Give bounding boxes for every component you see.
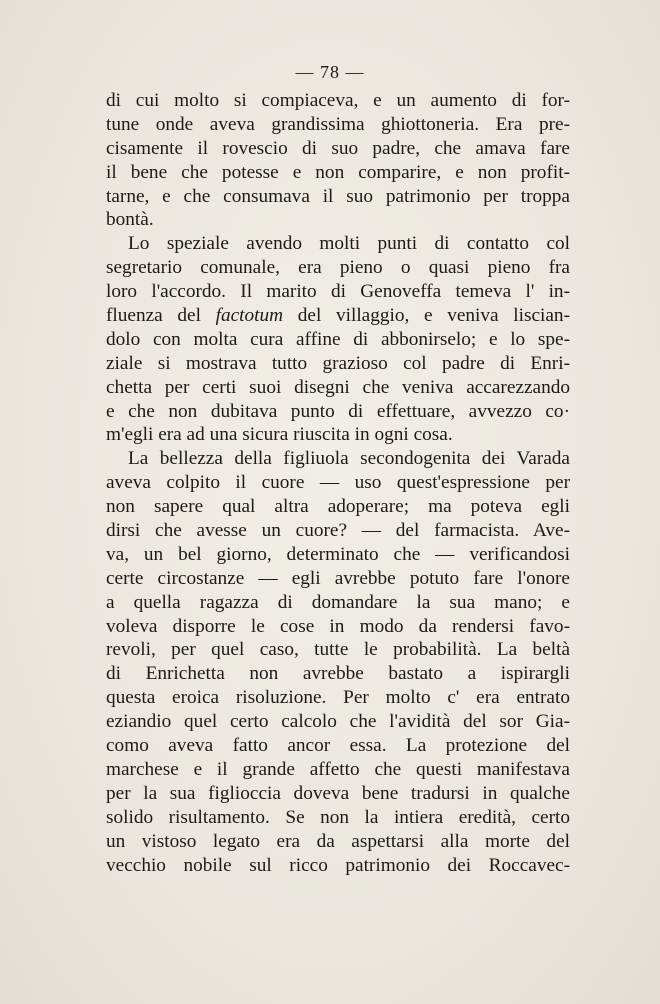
text-line: loro l'accordo. Il marito di Genoveffa temeva l' in- [106, 281, 570, 303]
text-line: tune onde aveva grandissima ghiottoneria. Era pre- [106, 113, 570, 135]
text-segment: del villaggio, e veniva liscian- [283, 305, 570, 327]
text-line [106, 304, 570, 328]
text-line: ziale si mostrava tutto grazioso col padre di Enri- [106, 352, 570, 374]
text-line: un vistoso legato era da aspettarsi alla morte del [106, 830, 570, 852]
text-line: solido risultamento. Se non la intiera eredità, certo [106, 806, 570, 828]
text-line: a quella ragazza di domandare la sua mano; e [106, 591, 570, 613]
text-line: dirsi che avesse un cuore? — del farmacista. Ave- [106, 520, 570, 542]
text-line: chetta per certi suoi disegni che veniva accarezzando [106, 376, 570, 398]
text-line: vecchio nobile sul ricco patrimonio dei Roccavec- [106, 854, 570, 876]
text-line: eziandio quel certo calcolo che l'avidità del sor Gia- [106, 711, 570, 733]
text-line: dolo con molta cura affine di abbonirselo; e lo spe- [106, 328, 570, 350]
text-line: va, un bel giorno, determinato che — verificandosi [106, 543, 570, 565]
text-line: revoli, per quel caso, tutte le probabilità. La beltà [106, 639, 570, 661]
text-line: per la sua figlioccia doveva bene tradursi in qualche [106, 782, 570, 804]
text-line: certe circostanze — egli avrebbe potuto fare l'onore [106, 567, 570, 589]
text-line: il bene che potesse e non comparire, e non profit- [106, 161, 570, 183]
text-line: bontà. [106, 209, 154, 231]
text-line: di Enrichetta non avrebbe bastato a ispirargli [106, 663, 570, 685]
text-line: Lo speziale avendo molti punti di contatto col [128, 233, 570, 255]
text-line: e che non dubitava punto di effettuare, avvezzo co· [106, 400, 570, 422]
page-number: — 78 — [295, 62, 365, 82]
text-line: m'egli era ad una sicura riuscita in ogni cosa. [106, 424, 453, 446]
text-line: aveva colpito il cuore — uso quest'espressione per [106, 472, 570, 494]
body-text [106, 89, 570, 877]
text-line: non sapere qual altra adoperare; ma poteva egli [106, 496, 570, 518]
text-line: marchese e il grande affetto che questi manifestava [106, 758, 570, 780]
text-line: como aveva fatto ancor essa. La protezione del [106, 735, 570, 757]
text-line: questa eroica risoluzione. Per molto c' era entrato [106, 687, 570, 709]
italic-word: factotum [215, 305, 284, 327]
text-line: segretario comunale, era pieno o quasi pieno fra [106, 257, 570, 279]
text-line: voleva disporre le cose in modo da rendersi favo- [106, 615, 570, 637]
text-line: di cui molto si compiaceva, e un aumento di for- [106, 90, 570, 111]
text-line: tarne, e che consumava il suo patrimonio per troppa [106, 185, 570, 207]
text-line: La bellezza della figliuola secondogenita dei Varada [128, 448, 570, 470]
text-line: cisamente il rovescio di suo padre, che amava fare [106, 137, 570, 159]
text-segment: fluenza del [106, 305, 216, 327]
